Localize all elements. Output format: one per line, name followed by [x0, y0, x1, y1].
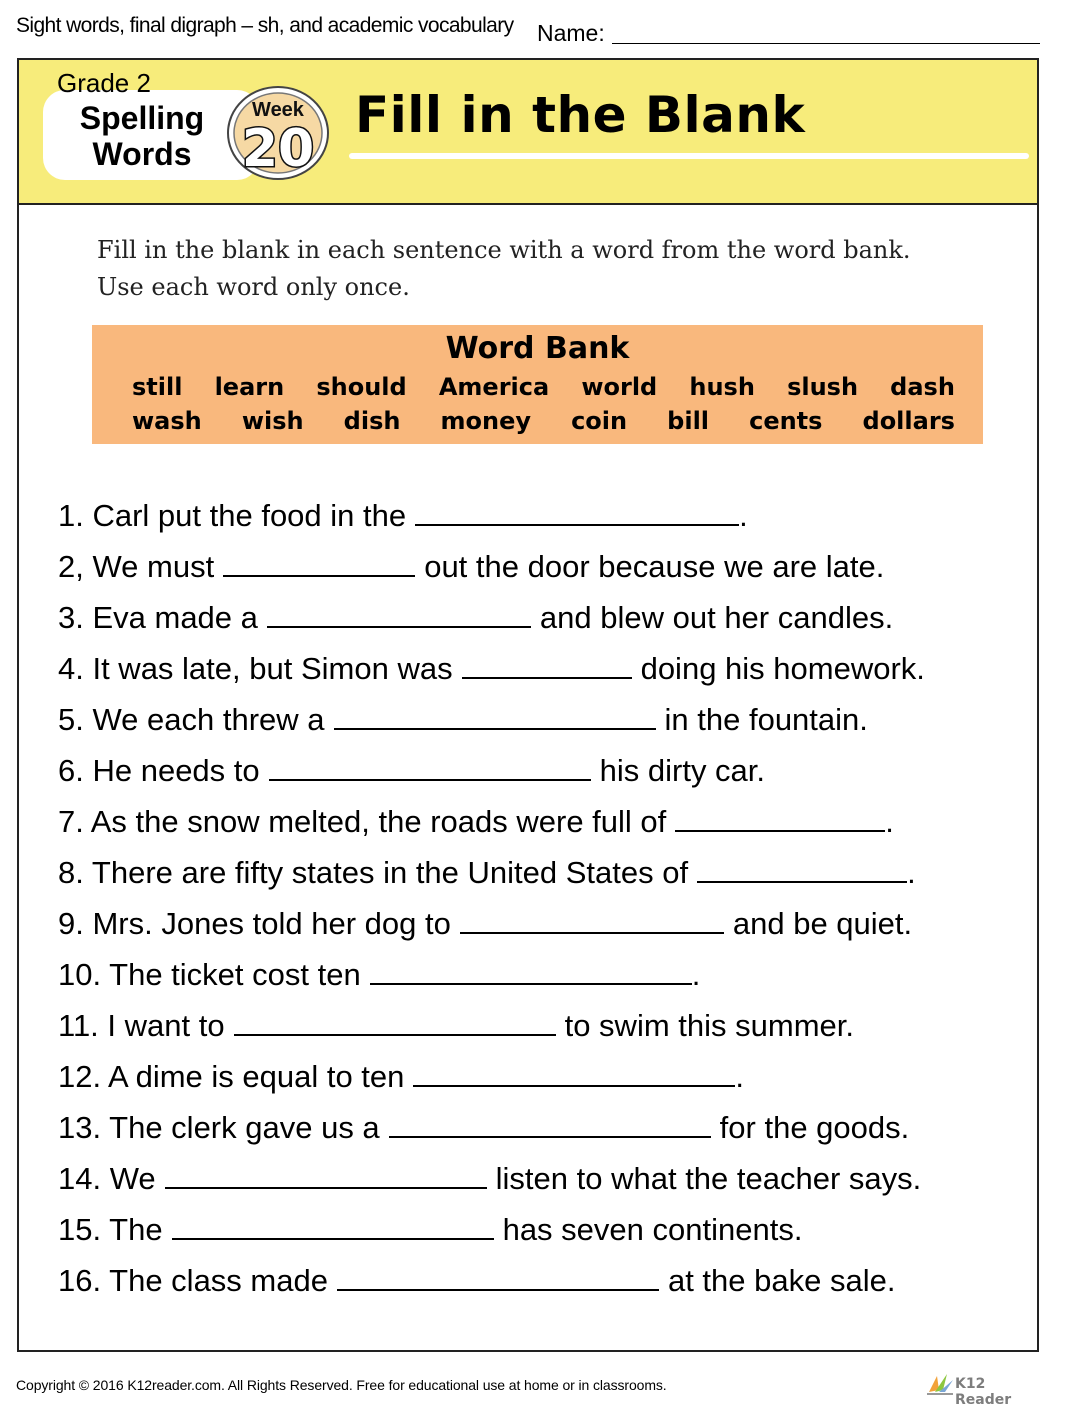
word-bank [92, 325, 983, 444]
page-title: Fill in the Blank [355, 86, 806, 144]
answer-blank[interactable] [675, 802, 885, 832]
word-bank-word: should [316, 373, 407, 401]
answer-blank[interactable] [413, 1057, 735, 1087]
question-text-end: out the door because we are late. [424, 549, 885, 584]
answer-blank[interactable] [462, 649, 632, 679]
answer-blank[interactable] [415, 496, 739, 526]
answer-blank[interactable] [460, 904, 724, 934]
question-10 [58, 955, 925, 1006]
word-bank-row-2 [132, 407, 955, 435]
question-text: 1. Carl put the food in the [58, 498, 407, 533]
logo-text: K12 Reader [955, 1376, 1012, 1408]
words-label: Words [92, 136, 192, 172]
worksheet-topic: Sight words, final digraph – sh, and academic vocabulary [16, 14, 514, 37]
question-text: 11. I want to [58, 1008, 225, 1043]
question-text: 3. Eva made a [58, 600, 258, 635]
question-3 [58, 598, 925, 649]
question-text-end: . [691, 957, 701, 992]
answer-blank[interactable] [370, 955, 692, 985]
word-bank-row-1 [132, 373, 955, 401]
question-4 [58, 649, 925, 700]
answer-blank[interactable] [697, 853, 907, 883]
title-underline [349, 153, 1029, 159]
word-bank-title: Word Bank [445, 331, 630, 366]
question-2 [58, 547, 925, 598]
question-text-end: . [739, 498, 748, 533]
reader-leaf-icon [925, 1370, 955, 1398]
question-text-end: for the goods. [719, 1110, 910, 1145]
name-label: Name: [537, 20, 605, 46]
worksheet-frame [17, 58, 1039, 1352]
question-14 [58, 1159, 925, 1210]
instructions [97, 232, 911, 306]
grade-label: Grade 2 [57, 68, 151, 98]
name-blank-line [612, 43, 1040, 44]
question-text: 7. As the snow melted, the roads were full of [58, 804, 667, 839]
question-8 [58, 853, 925, 904]
answer-blank[interactable] [223, 547, 415, 577]
question-text: 12. A dime is equal to ten [58, 1059, 405, 1094]
question-9 [58, 904, 925, 955]
k12reader-logo [925, 1370, 1043, 1408]
question-12 [58, 1057, 925, 1108]
question-text-end: has seven continents. [502, 1212, 803, 1247]
word-bank-word: learn [214, 373, 285, 401]
question-text-end: in the fountain. [664, 702, 868, 737]
word-bank-word: bill [667, 407, 710, 435]
question-7 [58, 802, 925, 853]
word-bank-word: wish [241, 407, 304, 435]
question-text: 9. Mrs. Jones told her dog to [58, 906, 451, 941]
word-bank-word: dollars [862, 407, 955, 435]
answer-blank[interactable] [165, 1159, 487, 1189]
question-text-end: . [885, 804, 894, 839]
question-text: 14. We [58, 1161, 156, 1196]
answer-blank[interactable] [337, 1261, 659, 1291]
question-5 [58, 700, 925, 751]
word-bank-word: money [440, 407, 532, 435]
instructions-line-2: Use each word only once. [97, 273, 410, 301]
week-label: Week [252, 99, 304, 121]
copyright-footer: Copyright © 2016 K12reader.com. All Rights Reserved. Free for educational use at home or in classrooms. [16, 1377, 667, 1393]
question-text-end: . [735, 1059, 745, 1094]
question-text-end: at the bake sale. [667, 1263, 896, 1298]
question-text-end: doing his homework. [640, 651, 925, 686]
word-bank-word: dish [343, 407, 401, 435]
word-bank-word: America [438, 373, 550, 401]
answer-blank[interactable] [334, 700, 656, 730]
word-bank-word: still [132, 373, 183, 401]
question-text-end: and be quiet. [732, 906, 913, 941]
question-6 [58, 751, 925, 802]
instructions-line-1: Fill in the blank in each sentence with a word from the word bank. [97, 236, 911, 264]
word-bank-word: wash [132, 407, 202, 435]
question-text-end: his dirty car. [599, 753, 766, 788]
word-bank-word: slush [787, 373, 859, 401]
question-text-end: listen to what the teacher says. [495, 1161, 922, 1196]
question-11 [58, 1006, 925, 1057]
answer-blank[interactable] [234, 1006, 556, 1036]
question-1 [58, 496, 925, 547]
question-13 [58, 1108, 925, 1159]
question-text-end: . [907, 855, 916, 890]
word-bank-word: dash [890, 373, 955, 401]
question-text: 2, We must [58, 549, 215, 584]
week-number: 20 [241, 119, 315, 179]
question-text: 8. There are fifty states in the United States of [58, 855, 689, 890]
spelling-label: Spelling [79, 100, 205, 136]
header-banner [19, 60, 1037, 205]
answer-blank[interactable] [269, 751, 591, 781]
word-bank-word: hush [689, 373, 755, 401]
answer-blank[interactable] [267, 598, 531, 628]
question-text: 10. The ticket cost ten [58, 957, 361, 992]
question-text: 5. We each threw a [58, 702, 325, 737]
question-text: 4. It was late, but Simon was [58, 651, 453, 686]
question-16 [58, 1261, 925, 1312]
question-text: 16. The class made [58, 1263, 328, 1298]
word-bank-word: cents [749, 407, 823, 435]
question-text-end: and blew out her candles. [539, 600, 894, 635]
question-text: 15. The [58, 1212, 163, 1247]
answer-blank[interactable] [172, 1210, 494, 1240]
question-text-end: to swim this summer. [564, 1008, 854, 1043]
answer-blank[interactable] [389, 1108, 711, 1138]
question-15 [58, 1210, 925, 1261]
word-bank-word: coin [571, 407, 628, 435]
question-text: 6. He needs to [58, 753, 260, 788]
word-bank-word: world [581, 373, 658, 401]
question-text: 13. The clerk gave us a [58, 1110, 380, 1145]
week-badge [225, 84, 331, 182]
question-list [58, 496, 925, 1312]
